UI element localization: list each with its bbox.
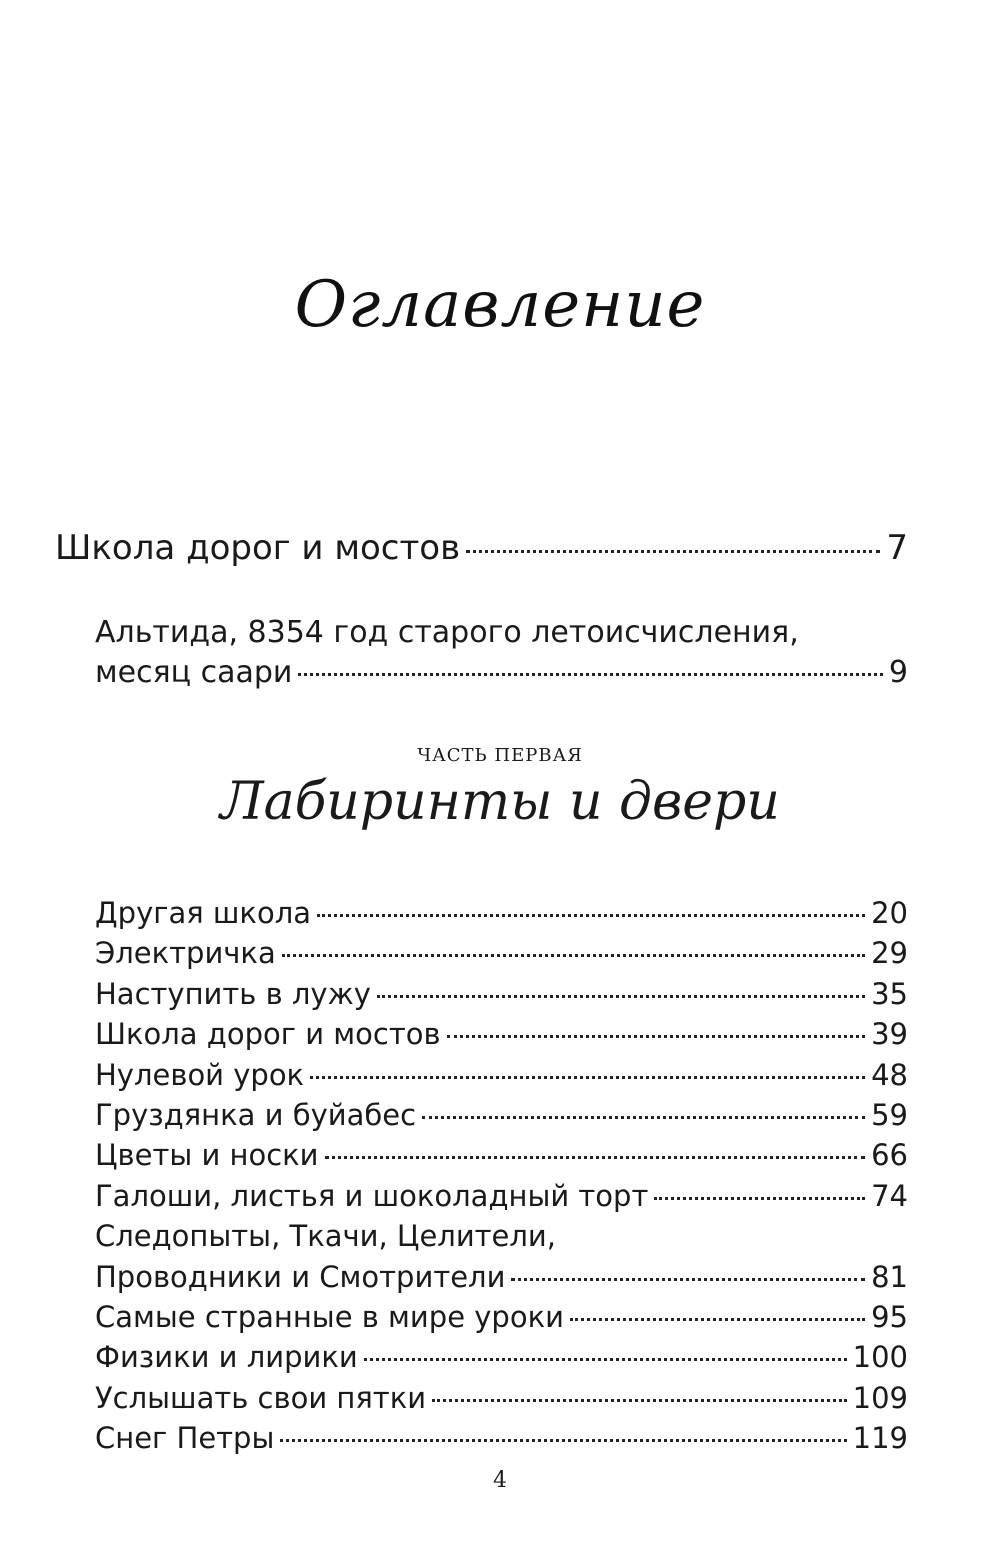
entry-title: Школа дорог и мостов bbox=[95, 1017, 441, 1052]
entry-title: Наступить в лужу bbox=[95, 976, 371, 1011]
toc-entry[interactable] bbox=[95, 1297, 908, 1337]
toc-entry[interactable] bbox=[95, 1337, 908, 1377]
toc-entry[interactable] bbox=[95, 1176, 908, 1216]
entry-title: Цветы и носки bbox=[95, 1138, 319, 1173]
entry-page: 35 bbox=[871, 976, 908, 1011]
entry-page: 66 bbox=[871, 1138, 908, 1173]
entry-page: 81 bbox=[871, 1259, 908, 1294]
dot-leader bbox=[280, 1439, 846, 1442]
entry-title: месяц саари bbox=[95, 655, 293, 690]
part-label: ЧАСТЬ ПЕРВАЯ bbox=[417, 745, 583, 766]
dot-leader bbox=[422, 1116, 865, 1119]
dot-leader bbox=[310, 1076, 865, 1079]
entry-title: Самые странные в мире уроки bbox=[95, 1300, 564, 1335]
toc-entry[interactable] bbox=[95, 1135, 908, 1175]
toc-heading: Оглавление bbox=[294, 268, 706, 342]
toc-entry[interactable] bbox=[95, 1378, 908, 1418]
toc-entry-prologue[interactable] bbox=[55, 528, 908, 568]
entry-title: Услышать свои пятки bbox=[95, 1380, 427, 1415]
toc-entry[interactable] bbox=[95, 1418, 908, 1458]
toc-entry-intro[interactable] bbox=[95, 655, 908, 690]
entry-title: Снег Петры bbox=[95, 1421, 275, 1456]
entry-page: 9 bbox=[888, 655, 908, 690]
chapter-list bbox=[95, 893, 908, 1459]
dot-leader bbox=[298, 673, 883, 676]
toc-entry[interactable] bbox=[95, 974, 908, 1014]
dot-leader bbox=[282, 954, 865, 957]
dot-leader bbox=[447, 1035, 866, 1038]
entry-title: Другая школа bbox=[95, 896, 311, 930]
toc-entry[interactable] bbox=[95, 1014, 908, 1054]
entry-page: 20 bbox=[871, 896, 908, 930]
dot-leader bbox=[466, 550, 880, 553]
dot-leader bbox=[317, 914, 865, 917]
dot-leader bbox=[511, 1278, 865, 1281]
entry-title-line1: Следопыты, Ткачи, Целители, bbox=[95, 1219, 556, 1254]
part-title: Лабиринты и двери bbox=[220, 772, 780, 832]
entry-page: 39 bbox=[871, 1017, 908, 1052]
dot-leader bbox=[325, 1156, 866, 1159]
toc-entry[interactable] bbox=[95, 1095, 908, 1135]
entry-title: Нулевой урок bbox=[95, 1057, 305, 1092]
entry-title: Физики и лирики bbox=[95, 1340, 358, 1375]
entry-page: 100 bbox=[852, 1340, 908, 1375]
entry-page: 74 bbox=[871, 1178, 908, 1213]
dot-leader bbox=[432, 1399, 847, 1402]
dot-leader bbox=[570, 1318, 865, 1321]
entry-title: Электричка bbox=[95, 936, 276, 971]
entry-page: 48 bbox=[871, 1057, 908, 1092]
toc-entry[interactable] bbox=[95, 933, 908, 973]
entry-title: Проводники и Смотрители bbox=[95, 1259, 506, 1294]
intro-title-line1: Альтида, 8354 год старого летоисчисления, bbox=[95, 615, 799, 650]
entry-page: 95 bbox=[871, 1300, 908, 1335]
entry-page: 59 bbox=[871, 1098, 908, 1133]
entry-title: Школа дорог и мостов bbox=[55, 528, 461, 568]
entry-page: 109 bbox=[852, 1380, 908, 1415]
dot-leader bbox=[364, 1358, 847, 1361]
entry-page: 29 bbox=[871, 936, 908, 971]
toc-entry[interactable] bbox=[95, 893, 908, 933]
entry-page: 119 bbox=[852, 1421, 908, 1456]
dot-leader bbox=[377, 995, 865, 998]
entry-title: Галоши, листья и шоколадный торт bbox=[95, 1178, 649, 1213]
page-number: 4 bbox=[493, 1468, 507, 1493]
toc-entry[interactable] bbox=[95, 1055, 908, 1095]
toc-entry[interactable] bbox=[95, 1216, 908, 1297]
entry-title: Груздянка и буйабес bbox=[95, 1098, 417, 1133]
entry-page: 7 bbox=[886, 528, 908, 568]
dot-leader bbox=[654, 1197, 865, 1200]
